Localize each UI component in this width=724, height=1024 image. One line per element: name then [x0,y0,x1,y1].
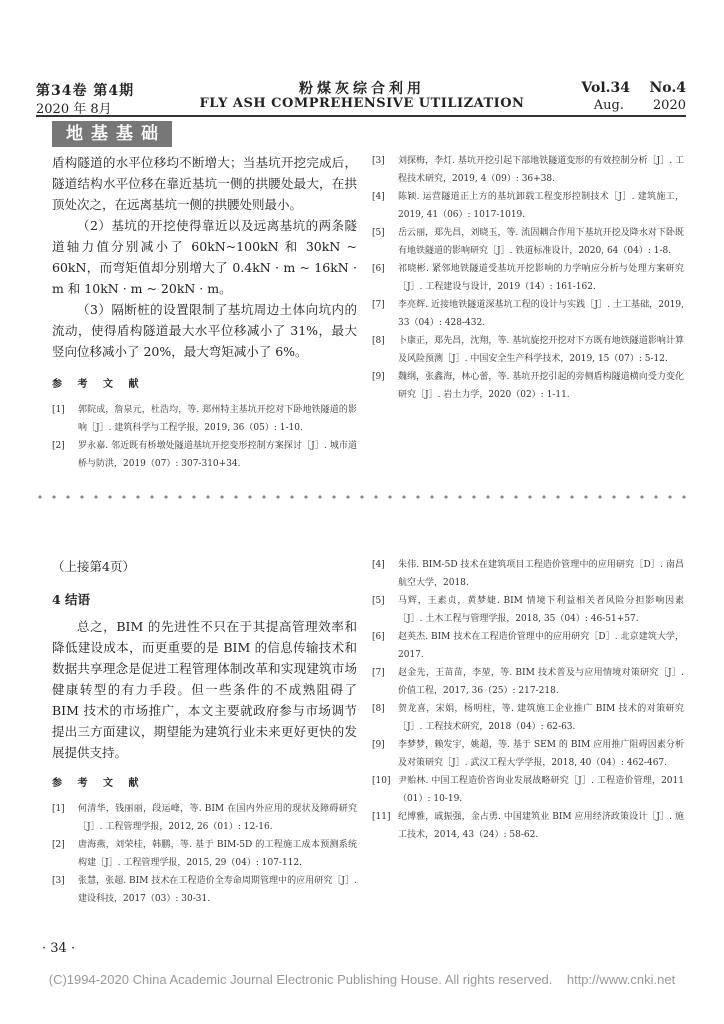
reference-item: [8] 贺龙喜，宋娟，杨明柱，等. 建筑施工企业推广 BIM 技术的对策研究［J］. 工程技术研究，2018（04）: 62-63. [372,704,684,732]
reference-item: [1] 郭院成，詹泉元，杜浩均，等. 郑州特主基坑开挖对下卧地铁隧道的影响［J］. 建筑科学与工程学报，2019, 36（05）: 1-10. [52,405,357,433]
journal-title-cn: 粉煤灰综合利用 [299,81,425,97]
body-paragraph: （3）隔断桩的设置限制了基坑周边土体向坑内的流动，使得盾构隧道最大水平位移减小了 31%，最大竖向位移减小了 20%，最大弯矩减小了 6%。 [52,302,357,359]
reference-item: [6] 赵英杰. BIM 技术在工程造价管理中的应用研究［D］. 北京建筑大学，2017. [372,632,684,660]
references-heading: 参 考 文 献 [52,778,145,789]
reference-item: [5] 马辉，王素贞，黄梦婕. BIM 情境下利益相关者风险分担影响因素［J］. 土木工程与管理学报，2018, 35（04）: 46-51+57. [372,596,684,624]
header-rule [36,115,686,117]
copyright-footer: (C)1994-2020 China Academic Journal Electronic Publishing House. All rights reserved. http://www.cnki.net [48,972,676,987]
reference-item: [9] 魏纲，张鑫海，林心蕾，等. 基坑开挖引起的旁侧盾构隧道横向受力变化研究［J］. 岩土力学，2020（02）: 1-11. [372,372,684,400]
body-paragraph: 盾构隧道的水平位移均不断增大；当基坑开挖完成后，隧道结构水平位移在靠近基坑一侧的拱腰处最大，在拱顶处次之，在远离基坑一侧的拱腰处则最小。 [52,155,357,212]
journal-title-en: FLY ASH COMPREHENSIVE UTILIZATION [199,96,525,111]
reference-item: [10] 尹贻林. 中国工程造价咨询业发展战略研究［J］. 工程造价管理，2011（01）: 10-19. [372,776,684,804]
body-paragraph: 总之，BIM 的先进性不只在于其提高管理效率和降低建设成本，而更重要的是 BIM 的信息传输技术和数据共享理念是促进工程管理体制改革和实现建筑市场健康转型的有力手段。但一些条件的不成熟阻碍了 BIM 技术的市场推广，本文主要就政府参与市场调节提出三方面建议，期望能为建筑行业未来更好更快的发展提供支持。 [52,619,357,760]
section-tag: 地基基础 [52,121,172,147]
reference-item: [4] 陈颖. 运营隧道正上方的基坑卸载工程变形控制技术［J］. 建筑施工，2019, 41（06）: 1017-1019. [372,192,684,220]
continued-from-label: （上接第4页） [52,559,135,574]
references-heading: 参 考 文 献 [52,379,145,390]
reference-item: [7] 赵金先，王苗苗，李堃，等. BIM 技术普及与应用情境对策研究［J］. 价值工程，2017, 36（25）: 217-218. [372,668,684,696]
body-paragraph: （2）基坑的开挖使得靠近以及远离基坑的两条隧道轴力值分别减小了 60kN~100kN 和 30kN ~ 60kN，而弯矩值却分别增大了 0.4kN · m ~ 16kN · m 和 10kN · m ~ 20kN · m。 [52,218,357,296]
reference-item: [8] 卜康正，郑先昌，沈翔，等. 基坑旋挖开挖对下方既有地铁隧道影响计算及风险预测［J］. 中国安全生产科学技术，2019, 15（07）: 5-12. [372,336,684,364]
reference-item: [7] 李亮辉. 近接地铁隧道深基坑工程的设计与实践［J］. 土工基础，2019, 33（04）: 428-432. [372,300,684,328]
top-right-column [372,152,684,404]
reference-item: [2] 罗永嘉. 邻近既有桥墩处隧道基坑开挖变形控制方案探讨［J］. 城市道桥与防洪，2019（07）: 307-310+34. [52,441,357,469]
reference-item: [5] 岳云丽，郑先昌，刘晓玉，等. 流固耦合作用下基坑开挖及降水对下卧既有地铁隧道的影响研究［J］. 铁道标准设计，2020, 64（04）: 1-8. [372,228,684,256]
top-left-column [52,152,357,473]
reference-item: [4] 朱伟. BIM-5D 技术在建筑项目工程造价管理中的应用研究［D］. 南昌航空大学，2018. [372,560,684,588]
reference-item: [6] 祁晓彬. 紧邻地铁隧道受基坑开挖影响的力学响应分析与处理方案研究［J］. 工程建设与设计，2019（14）: 161-162. [372,264,684,292]
reference-item: [3] 张慧，张超. BIM 技术在工程造价全寿命周期管理中的应用研究［J］. 建设科技，2017（03）: 30-31. [52,876,357,904]
journal-date-cn: 2020 年 8月 [36,102,112,117]
page-number: · 34 · [42,941,76,956]
journal-date-en: Aug. 2020 [593,98,686,113]
reference-item: [9] 李梦梦，赖发宇，姚超，等. 基于 SEM 的 BIM 应用推广阻碍因素分析及对策研究［J］. 武汉工程大学学报，2018, 40（04）: 462-467. [372,740,684,768]
bottom-right-column [372,556,684,844]
section-heading: 4 结语 [52,592,91,607]
journal-volume-cn: 第34卷 第4期 [36,83,135,99]
bottom-left-column [52,556,357,908]
journal-volume-en: Vol.34 No.4 [581,80,686,96]
wavy-divider [36,493,686,501]
reference-item: [1] 何清华，钱丽丽，段运峰，等. BIM 在国内外应用的现状及障碍研究［J］. 工程管理学报，2012, 26（01）: 12-16. [52,804,357,832]
reference-item: [3] 刘探梅，李灯. 基坑开挖引起下部地铁隧道变形的有效控制分析［J］. 工程技术研究，2019, 4（09）: 36+38. [372,156,684,184]
reference-item: [2] 唐海燕，刘荣桂，韩鹏，等. 基于 BIM-5D 的工程施工成本预测系统构建［J］. 工程管理学报，2015, 29（04）: 107-112. [52,840,357,868]
reference-item: [11] 纪博雅，戚振强，金占勇. 中国建筑业 BIM 应用经济政策设计［J］. 施工技术，2014, 43（24）: 58-62. [372,812,684,840]
